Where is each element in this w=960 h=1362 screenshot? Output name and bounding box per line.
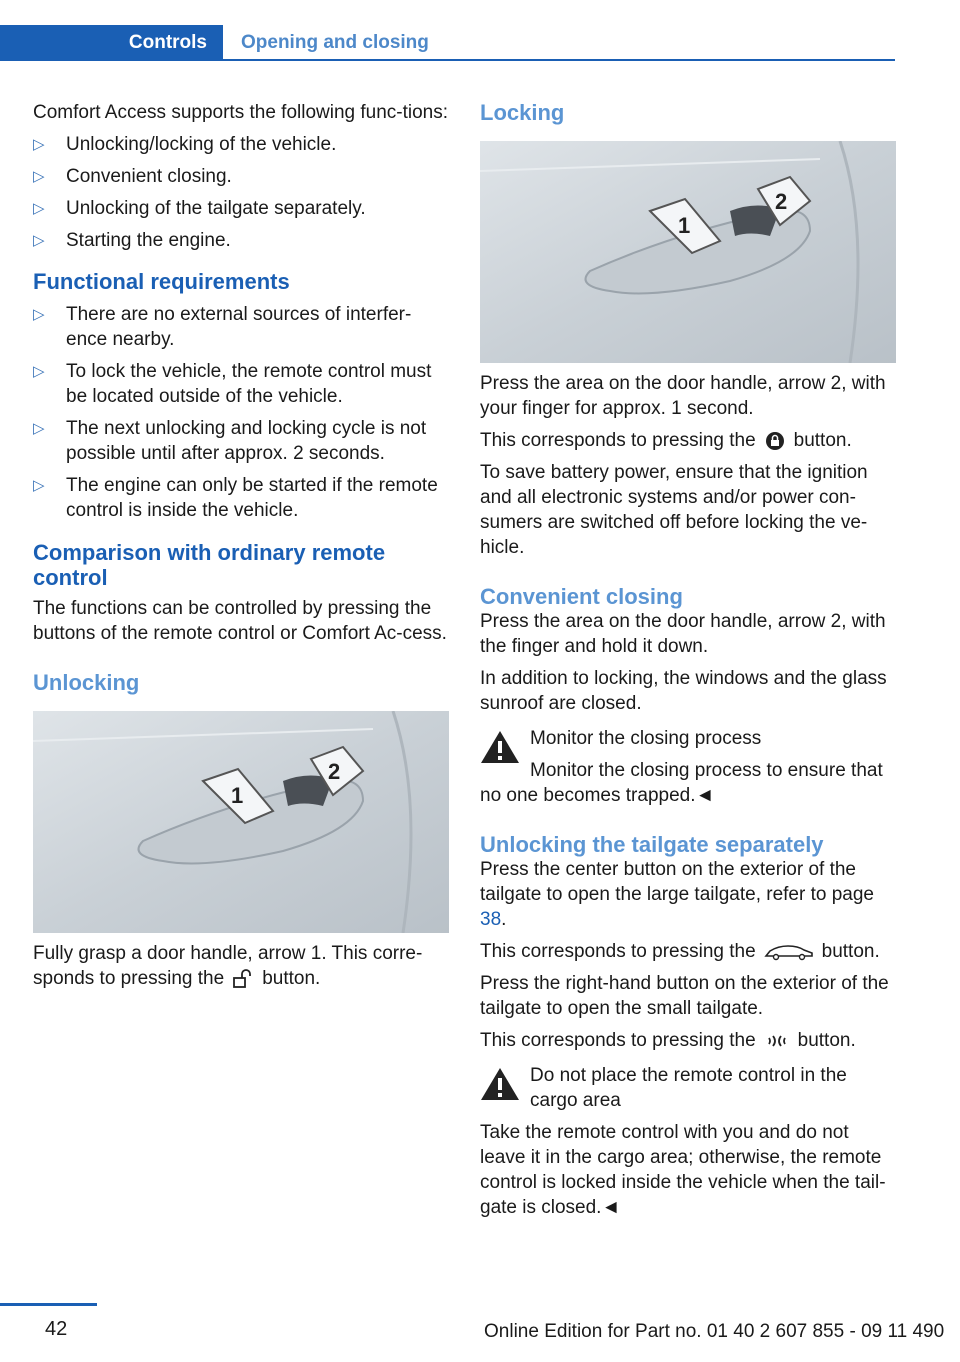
locking-text-3: To save battery power, ensure that the ignition and all electronic systems and/or power con-sumers are switched off before locking the ve-hicle. [480,462,868,558]
list-item: ▷ The engine can only be started if the remote control is inside the vehicle. [33,475,438,521]
list-item: ▷ Starting the engine. [33,230,231,251]
arrow-2-label: 2 [775,189,788,214]
door-handle-lock-figure [480,141,896,363]
arrow-1-label: 1 [678,213,691,238]
tailgate-text-4: This corresponds to pressing the button. [480,1030,856,1051]
warning-triangle-icon [480,730,520,764]
requirements-list [33,302,449,523]
feature-list [33,132,449,253]
triangle-bullet-icon: ▷ [33,420,45,437]
tailgate-text-2: This corresponds to pressing the button. [480,941,880,962]
page-number: 42 [45,1318,68,1340]
convenient-text-1: Press the area on the door handle, arrow 2, with the finger and hold it down. [480,611,886,657]
locking-text-1: Press the area on the door handle, arrow 2, with your finger for approx. 1 second. [480,373,886,419]
arrow-1-label: 1 [231,783,244,808]
lock-button-icon [764,430,786,452]
warning-body: Monitor the closing process to ensure that no one becomes trapped.◄ [480,760,883,806]
warning-title: Monitor the closing process [530,728,762,749]
warning-closing [480,726,896,751]
warning-title: Do not place the remote control in the cargo area [530,1065,847,1111]
locking-text-2: This corresponds to pressing the button. [480,430,852,451]
list-item: ▷ Convenient closing. [33,166,232,187]
header-rule [223,59,895,61]
warning-body: Take the remote control with you and do not leave it in the cargo area; otherwise, the remote control is locked inside the vehicle when the tail-gate is closed.◄ [480,1122,886,1218]
triangle-bullet-icon: ▷ [33,200,45,217]
unlock-icon [232,969,254,989]
door-handle-unlock-figure [33,711,449,933]
tailgate-heading: Unlocking the tailgate separately [480,832,824,857]
triangle-bullet-icon: ▷ [33,168,45,185]
list-item: ▷ Unlocking of the tailgate separately. [33,198,366,219]
page-link[interactable]: 38 [480,909,502,930]
unlocking-text: Fully grasp a door handle, arrow 1. This corre-sponds to pressing the button. [33,943,423,989]
triangle-bullet-icon: ▷ [33,232,45,249]
functional-requirements-heading: Functional requirements [33,269,290,294]
subsection-tab: Opening and closing [241,32,429,53]
triangle-bullet-icon: ▷ [33,363,45,380]
warning-triangle-icon [480,1067,520,1101]
section-tab: Controls [0,25,223,61]
tailgate-text-1: Press the center button on the exterior of the tailgate to open the large tailgate, refer to page 38. [480,859,874,930]
left-column [33,100,449,998]
unlocking-heading: Unlocking [33,670,140,695]
list-item: ▷ There are no external sources of interfer-ence nearby. [33,304,412,350]
comparison-text: The functions can be controlled by pressing the buttons of the remote control or Comfort Ac-cess. [33,598,447,644]
convenient-closing-heading: Convenient closing [480,584,683,609]
triangle-bullet-icon: ▷ [33,477,45,494]
triangle-bullet-icon: ▷ [33,306,45,323]
footer-rule [0,1303,97,1306]
warning-cargo [480,1063,896,1113]
tailgate-text-3: Press the right-hand button on the exterior of the tailgate to open the small tailgate. [480,973,889,1019]
triangle-bullet-icon: ▷ [33,136,45,153]
right-column [480,100,896,1227]
list-item: ▷ The next unlocking and locking cycle is not possible until after approx. 2 seconds. [33,418,427,464]
locking-heading: Locking [480,100,565,125]
page-header [0,25,895,61]
intro-text: Comfort Access supports the following func-tions: [33,102,449,123]
list-item: ▷ Unlocking/locking of the vehicle. [33,134,337,155]
comparison-heading: Comparison with ordinary remote control [33,540,386,590]
edition-text: Online Edition for Part no. 01 40 2 607 855 - 09 11 490 [484,1321,945,1342]
list-item: ▷ To lock the vehicle, the remote control must be located outside of the vehicle. [33,361,432,407]
arrow-2-label: 2 [328,759,341,784]
small-tailgate-icon [764,1032,790,1050]
convenient-text-2: In addition to locking, the windows and the glass sunroof are closed. [480,668,887,714]
car-tailgate-icon [764,943,814,961]
